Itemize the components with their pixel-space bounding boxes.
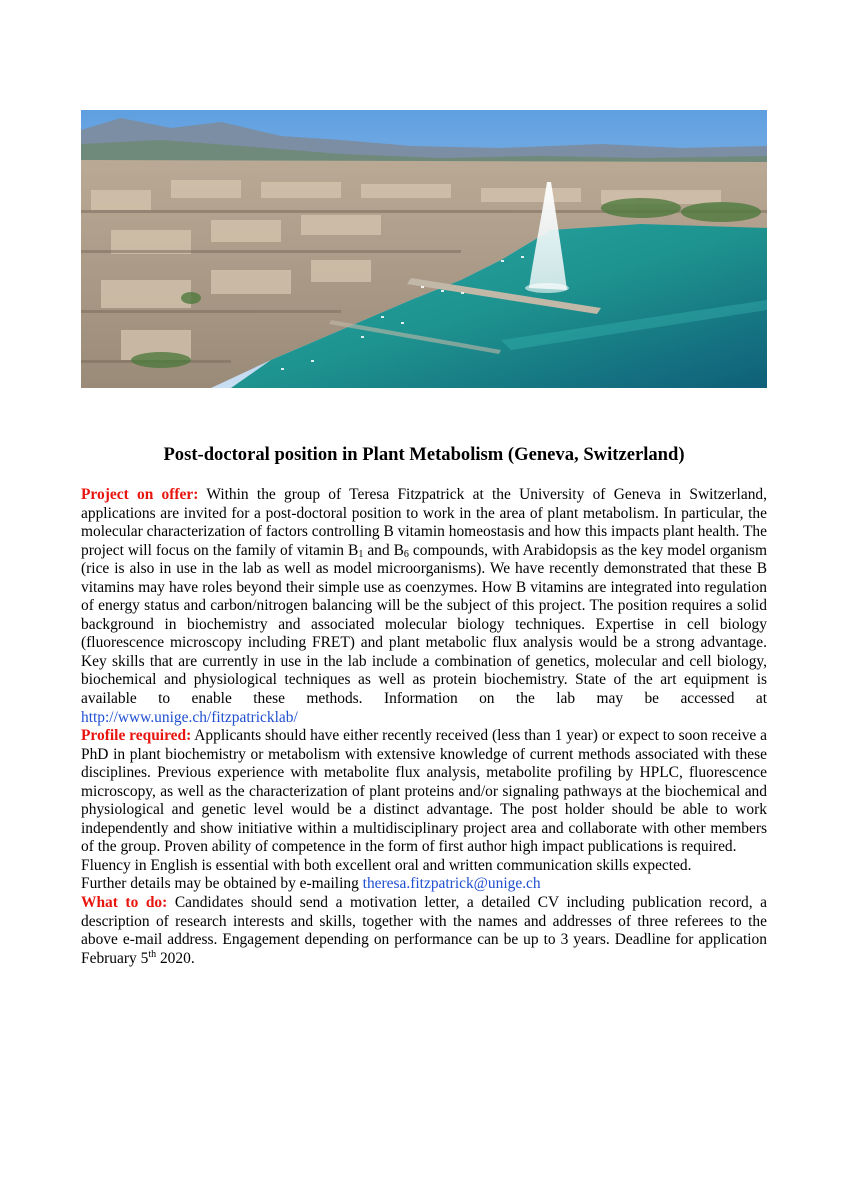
project-text-3: compounds, with Arabidopsis as the key model organism (rice is also in use in the lab as well as model microorganisms). We have recently demonstrated that these B vitamins may have roles beyond their simple use as coenzymes. How B vitamins are integrated into regulation of energy status and carbon/nitrogen balancing will be the subject of this project. The position requires a solid background in biochemistry and associated molecular biology techniques. Expertise in cell biology (fluorescence microscopy including FRET) and plant metabolic flux analysis would be a strong advantage. Key skills that are currently in use in the lab include a combination of genetics, molecular and cell biology, biochemical and physiological techniques as well as protein biochemistry. State of the art equipment is available to enable these methods. Information on the lab may be accessed at <box>81 541 768 708</box>
details-text: Further details may be obtained by e-mailing <box>81 875 363 893</box>
todo-paragraph <box>81 894 767 968</box>
todo-text-2: 2020. <box>156 949 195 967</box>
project-subscript-6: 6 <box>403 548 409 560</box>
todo-superscript: th <box>148 948 157 960</box>
project-label: Project on offer: <box>81 486 199 503</box>
todo-text-1: Candidates should send a motivation letter, a detailed CV including publication record, a description of research interests and skills, together with the names and addresses of three referees to the above e-mail address. Engagement depending on performance can be up to 3 years. Deadline for application February 5 <box>81 894 767 967</box>
job-description <box>81 486 767 968</box>
project-text-2: and B <box>363 541 404 559</box>
geneva-lake-photo <box>81 110 767 388</box>
contact-email-link[interactable]: theresa.fitzpatrick@unige.ch <box>362 875 541 893</box>
fluency-paragraph: Fluency in English is essential with both excellent oral and written communication skills expected. <box>81 856 692 874</box>
profile-text: Applicants should have either recently received (less than 1 year) or expect to soon receive a PhD in plant biochemistry or metabolism with extensive knowledge of current methods associated with these disciplines. Previous experience with metabolite flux analysis, metabolite profiling by HPLC, fluorescence microscopy, as well as the characterization of plant proteins and/or signaling pathways at the biochemical and physiological and genetic level would be a distinct advantage. The post holder should be able to work independently and show initiative within a multidisciplinary project area and collaborate with other members of the group. Proven ability of competence in the form of first author high impact publications is required. <box>81 727 768 856</box>
project-text-1: Within the group of Teresa Fitzpatrick at the University of Geneva in Switzerland, applications are invited for a post-doctoral position to work in the area of plant metabolism. In particular, the molecular characterization of factors controlling B vitamin homeostasis and how this impacts plant health. The project will focus on the family of vitamin B <box>81 486 767 559</box>
geneva-aerial-image <box>81 110 767 388</box>
profile-paragraph <box>81 727 767 857</box>
page-title: Post-doctoral position in Plant Metabolism (Geneva, Switzerland) <box>163 444 685 465</box>
project-paragraph <box>81 486 767 727</box>
lab-website-link[interactable]: http://www.unige.ch/fitzpatricklab/ <box>81 708 298 726</box>
project-subscript-1: 1 <box>358 548 364 560</box>
details-paragraph <box>81 875 767 894</box>
profile-label: Profile required: <box>81 727 192 745</box>
todo-label: What to do: <box>81 894 168 912</box>
